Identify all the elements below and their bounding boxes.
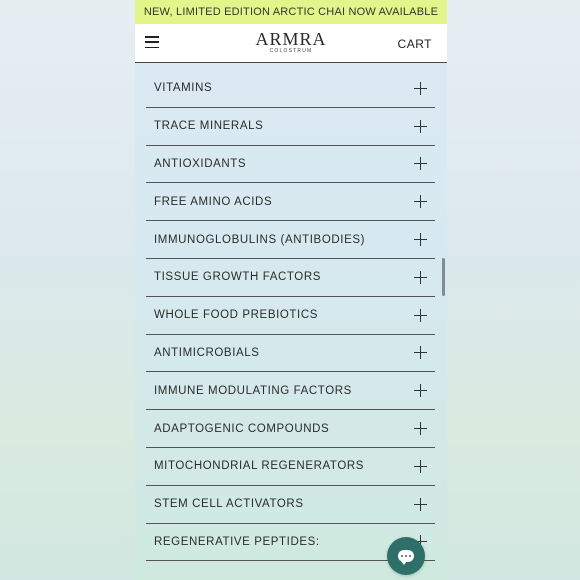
accordion-item-label: WHOLE FOOD PREBIOTICS	[154, 309, 319, 322]
accordion-item-label: REGENERATIVE PEPTIDES:	[154, 535, 320, 548]
announcement-bar[interactable]	[135, 0, 447, 24]
accordion-item-label: VITAMINS	[154, 82, 213, 95]
accordion-item[interactable]	[146, 486, 435, 524]
plus-icon[interactable]	[414, 82, 427, 95]
accordion-item-label: STEM CELL ACTIVATORS	[154, 498, 304, 511]
plus-icon[interactable]	[414, 460, 427, 473]
logo-subtitle: COLOSTRUM	[269, 48, 313, 54]
accordion-item[interactable]	[146, 259, 435, 297]
plus-icon[interactable]	[414, 309, 427, 322]
plus-icon[interactable]	[414, 233, 427, 246]
accordion-item-label: ANTIOXIDANTS	[154, 157, 247, 170]
accordion-item-label: ADAPTOGENIC COMPOUNDS	[154, 422, 330, 435]
announcement-text: NEW, LIMITED EDITION ARCTIC CHAI NOW AVAILABLE	[143, 6, 439, 18]
plus-icon[interactable]	[414, 346, 427, 359]
ingredient-accordion	[146, 70, 435, 561]
accordion-item[interactable]	[146, 410, 435, 448]
plus-icon[interactable]	[414, 120, 427, 133]
accordion-item[interactable]	[146, 146, 435, 184]
accordion-item-label: TRACE MINERALS	[154, 120, 264, 133]
plus-icon[interactable]	[414, 498, 427, 511]
accordion-item[interactable]	[146, 70, 435, 108]
accordion-item-label: IMMUNOGLOBULINS (ANTIBODIES)	[154, 233, 366, 246]
accordion-item[interactable]	[146, 297, 435, 335]
accordion-item-label: TISSUE GROWTH FACTORS	[154, 271, 322, 284]
accordion-item[interactable]	[146, 221, 435, 259]
logo-text: ARMRA	[255, 29, 327, 49]
accordion-item-label: ANTIMICROBIALS	[154, 346, 260, 359]
accordion-item[interactable]	[146, 448, 435, 486]
accordion-item[interactable]	[146, 108, 435, 146]
accordion-item[interactable]	[146, 335, 435, 373]
site-header	[135, 24, 447, 63]
mobile-page	[135, 0, 447, 580]
accordion-item-label: FREE AMINO ACIDS	[154, 195, 273, 208]
plus-icon[interactable]	[414, 384, 427, 397]
chat-icon	[398, 550, 414, 562]
accordion-item[interactable]	[146, 372, 435, 410]
plus-icon[interactable]	[414, 271, 427, 284]
plus-icon[interactable]	[414, 157, 427, 170]
accordion-item-label: MITOCHONDRIAL REGENERATORS	[154, 460, 365, 473]
plus-icon[interactable]	[414, 422, 427, 435]
accordion-item[interactable]	[146, 183, 435, 221]
cart-link[interactable]: CART	[397, 37, 432, 51]
chat-button[interactable]	[387, 537, 425, 575]
accordion-item-label: IMMUNE MODULATING FACTORS	[154, 384, 352, 397]
scrollbar[interactable]	[442, 258, 445, 296]
plus-icon[interactable]	[414, 195, 427, 208]
